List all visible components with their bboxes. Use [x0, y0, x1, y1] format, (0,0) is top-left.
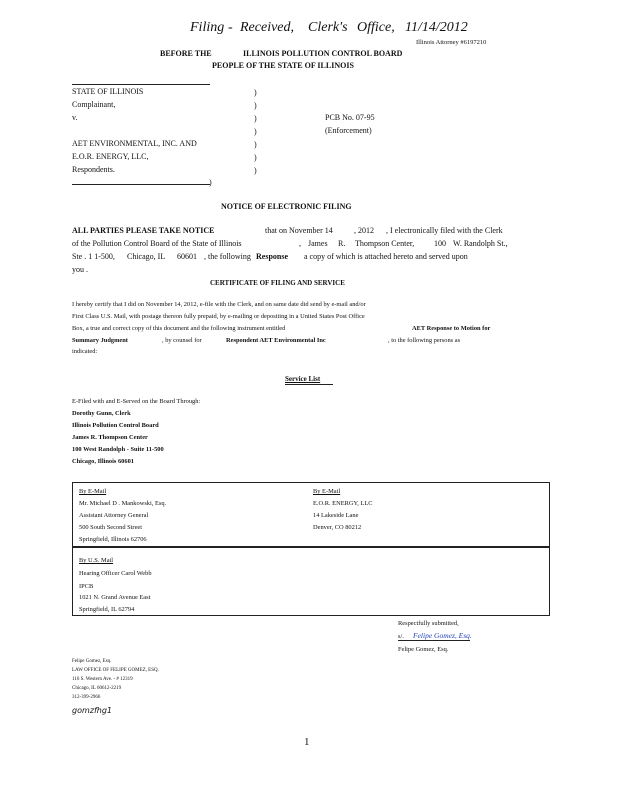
caption-paren-3: ) [254, 114, 257, 123]
box2-line: By U.S. Mail [79, 557, 114, 564]
box1-left-line: 500 South Second Street [79, 524, 143, 531]
notice-text: , [299, 239, 301, 248]
box2-line: IPCB [79, 583, 94, 590]
attorney-number: Illinois Attorney #6197210 [416, 39, 487, 46]
caption-respondent-1: AET ENVIRONMENTAL, INC. AND [72, 139, 197, 148]
notice-text: that on November 14 [265, 226, 333, 235]
box2-line: Springfield, IL 62794 [79, 606, 135, 613]
caption-top-rule [72, 84, 210, 85]
notice-text: of the Pollution Control Board of the State of Illinois [72, 239, 242, 248]
notice-text: Ste . 1 1-500, [72, 252, 115, 261]
certificate-text: I hereby certify that I did on November 14, 2012, e-file with the Clerk, and on same date did send by e-mail and/or [72, 301, 366, 308]
caption-bottom-paren: ) [209, 178, 212, 187]
notice-text: Thompson Center, [355, 239, 415, 248]
signature-prefix: s/. [398, 633, 404, 640]
notice-all-parties: ALL PARTIES PLEASE TAKE NOTICE [72, 226, 215, 235]
notice-text: , the following [204, 252, 251, 261]
caption-respondents: Respondents. [72, 165, 115, 174]
page-number: 1 [304, 736, 310, 748]
title-board: ILLINOIS POLLUTION CONTROL BOARD [243, 49, 403, 58]
service-box-mail [72, 547, 550, 616]
header-office: Office, [357, 20, 395, 35]
service-efiled: E-Filed with and E-Served on the Board Through: [72, 398, 201, 405]
box1-right-line: By E-Mail [313, 488, 341, 495]
certificate-text: , to the following persons as [388, 337, 461, 344]
signature-rule [398, 640, 470, 641]
box1-left-line: By E-Mail [79, 488, 107, 495]
title-before: BEFORE THE [160, 49, 212, 58]
caption-paren-7: ) [254, 166, 257, 175]
notice-text: a copy of which is attached hereto and served upon [304, 252, 468, 261]
header-filing: Filing [190, 20, 225, 35]
header-received: Received, [240, 20, 295, 35]
box1-right-line: Denver, CO 80212 [313, 524, 362, 531]
service-list-heading: Service List [285, 375, 321, 383]
notice-text: , 2012 [354, 226, 374, 235]
box2-line: Hearing Officer Carol Webb [79, 570, 152, 577]
caption-bottom-rule [72, 184, 210, 185]
service-line: James R. Thompson Center [72, 434, 148, 441]
notice-text: Chicago, IL [127, 252, 166, 261]
title-people: PEOPLE OF THE STATE OF ILLINOIS [212, 61, 354, 70]
caption-paren-5: ) [254, 140, 257, 149]
box1-left-line: Mr. Michael D . Mankowski, Esq. [79, 500, 167, 507]
box1-left-line: Springfield, Illinois 62706 [79, 536, 147, 543]
box1-left-line: Assistant Attorney General [79, 512, 149, 519]
caption-state: STATE OF ILLINOIS [72, 87, 144, 96]
service-line: 100 West Randolph - Suite 11-500 [72, 446, 164, 453]
box1-right-line: E.O.R. ENERGY, LLC [313, 500, 373, 507]
signature-submitted: Respectfully submitted, [398, 620, 459, 627]
firm-line: LAW OFFICE OF FELIPE GOMEZ, ESQ. [72, 668, 159, 673]
firm-line: Chicago, IL 60612-2219 [72, 686, 122, 691]
service-list-rule [285, 384, 333, 385]
notice-text: W. Randolph St., [453, 239, 508, 248]
notice-text: R. [338, 239, 346, 248]
notice-text: 100 [434, 239, 446, 248]
signature-name: Felipe Gomez, Esq. [398, 646, 449, 653]
caption-paren-4: ) [254, 127, 257, 136]
service-line: Dorothy Gunn, Clerk [72, 410, 131, 417]
certificate-text: First Class U.S. Mail, with postage thereon fully prepaid, by e-mailing or depositing in a United States Post Office [72, 313, 365, 320]
firm-line: 116 S. Western Ave. - # 12319 [72, 677, 133, 682]
caption-v: v. [72, 113, 78, 122]
caption-respondent-2: E.O.R. ENERGY, LLC, [72, 152, 149, 161]
certificate-heading: CERTIFICATE OF FILING AND SERVICE [210, 279, 345, 287]
certificate-text: indicated: [72, 348, 98, 355]
certificate-instrument: AET Response to Motion for [412, 325, 491, 332]
box2-line: 1021 N. Grand Avenue East [79, 594, 151, 601]
caption-paren-6: ) [254, 153, 257, 162]
certificate-instrument: Summary Judgment [72, 337, 128, 344]
header-dash: - [228, 20, 233, 35]
notice-text: , I electronically filed with the Clerk [386, 226, 503, 235]
header-date: 11/14/2012 [405, 20, 468, 35]
certificate-text: , by counsel for [162, 337, 202, 344]
notice-response: Response [256, 252, 289, 261]
header-clerks: Clerk's [308, 20, 348, 35]
caption-paren-2: ) [254, 101, 257, 110]
service-line: Chicago, Illinois 60601 [72, 458, 134, 465]
box1-right-line: 14 Lakeside Lane [313, 512, 359, 519]
notice-heading: NOTICE OF ELECTRONIC FILING [221, 202, 352, 211]
notice-text: James [308, 239, 328, 248]
notice-text: 60601 [177, 252, 197, 261]
certificate-text: Box, a true and correct copy of this document and the following instrument entitled [72, 325, 286, 332]
firm-handle: gomzfhg1 [72, 706, 113, 715]
caption-paren-1: ) [254, 88, 257, 97]
case-type: (Enforcement) [325, 126, 372, 135]
notice-text: you . [72, 265, 88, 274]
service-line: Illinois Pollution Control Board [72, 422, 159, 429]
caption-complainant: Complainant, [72, 100, 116, 109]
firm-line: 312-399-2966 [72, 695, 101, 700]
electronic-signature: Felipe Gomez, Esq. [413, 631, 472, 640]
firm-line: Felipe Gomez, Esq. [72, 659, 112, 664]
case-number: PCB No. 07-95 [325, 113, 375, 122]
certificate-party: Respondent AET Environmental Inc [226, 337, 326, 344]
